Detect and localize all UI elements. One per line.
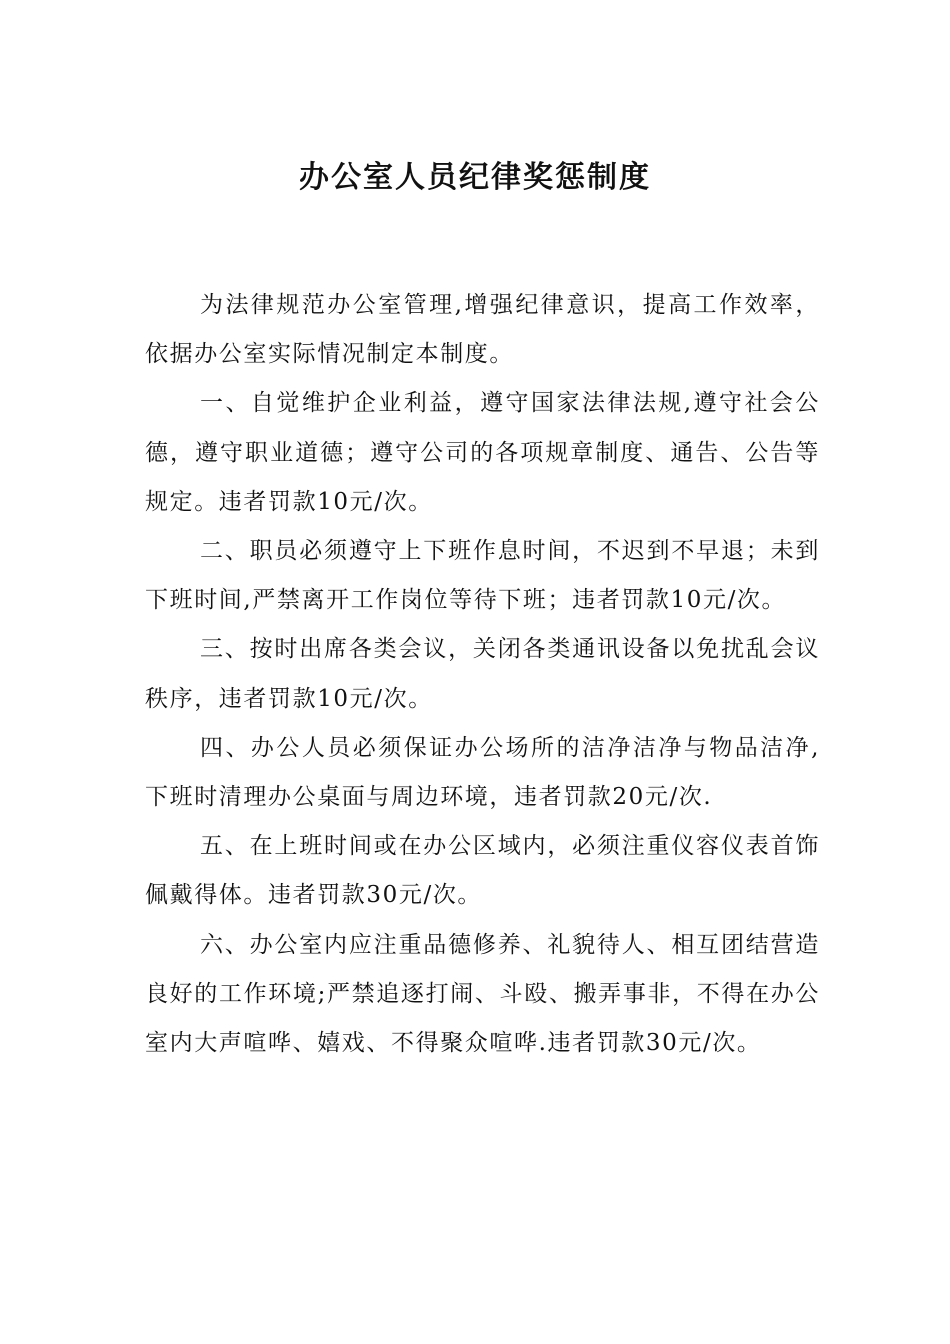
rule-paragraph-2: 二、职员必须遵守上下班作息时间，不迟到不早退；未到下班时间,严禁离开工作岗位等待下班；违者罚款10元/次。 <box>145 538 820 614</box>
rule-paragraph-3: 三、按时出席各类会议，关闭各类通讯设备以免扰乱会议秩序，违者罚款10元/次。 <box>145 636 820 712</box>
document-title: 办公室人员纪律奖惩制度 <box>299 160 651 195</box>
rule-paragraph-1: 一、自觉维护企业利益，遵守国家法律法规,遵守社会公德，遵守职业道德；遵守公司的各项规章制度、通告、公告等规定。违者罚款10元/次。 <box>145 390 820 515</box>
document-body <box>145 281 820 1068</box>
intro-paragraph: 为法律规范办公室管理,增强纪律意识，提高工作效率，依据办公室实际情况制定本制度。 <box>145 292 820 368</box>
rule-paragraph-6: 六、办公室内应注重品德修养、礼貌待人、相互团结营造良好的工作环境;严禁追逐打闹、斗殴、搬弄事非，不得在办公室内大声喧哗、嬉戏、不得聚众喧哗.违者罚款30元/次。 <box>145 931 820 1057</box>
rule-paragraph-4: 四、办公人员必须保证办公场所的洁净洁净与物品洁净,下班时清理办公桌面与周边环境，违者罚款20元/次. <box>145 734 820 811</box>
rule-paragraph-5: 五、在上班时间或在办公区域内，必须注重仪容仪表首饰佩戴得体。违者罚款30元/次。 <box>145 833 820 909</box>
